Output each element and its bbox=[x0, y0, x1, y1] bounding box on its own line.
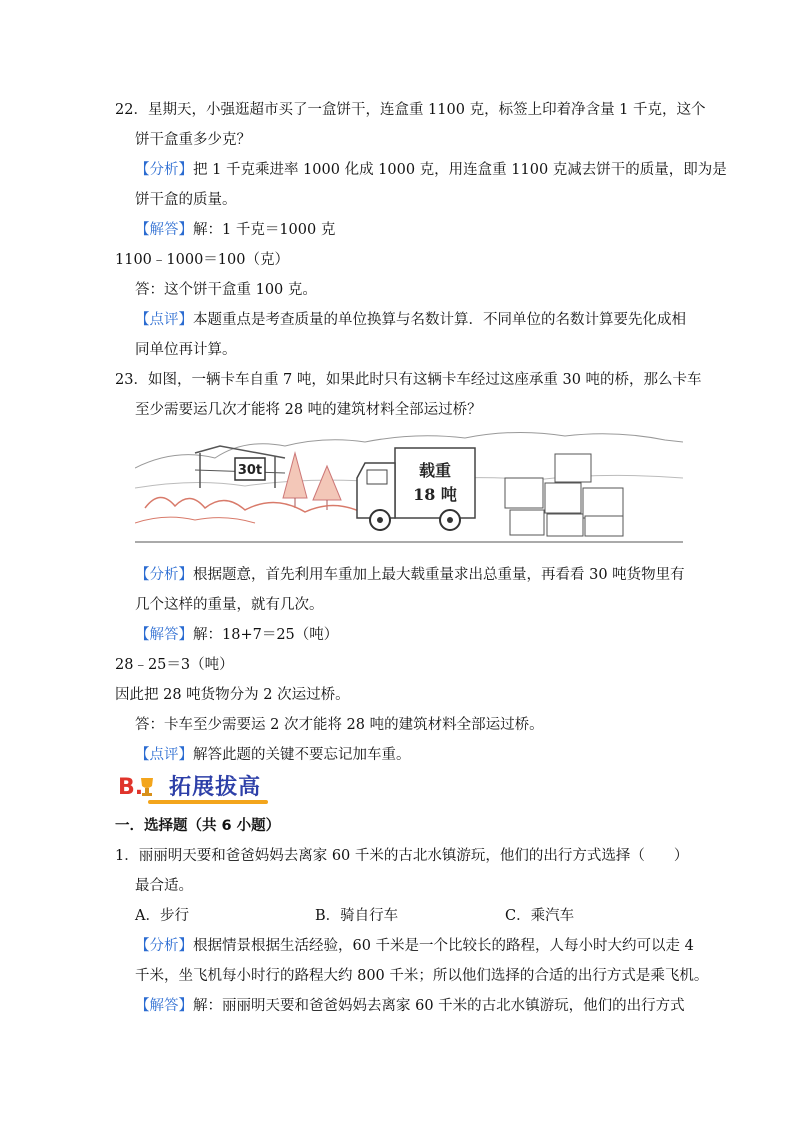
truck-bridge-illustration bbox=[135, 428, 683, 543]
q22-analysis-line2: 饼干盒的质量。 bbox=[135, 192, 237, 208]
sign-label: 30t bbox=[237, 463, 263, 478]
banner-title: 拓展拔高 bbox=[169, 775, 262, 800]
q22-answer-line3: 答：这个饼干盒重 100 克。 bbox=[135, 282, 317, 298]
review-tag: 【点评】 bbox=[135, 747, 193, 763]
answer-tag: 【解答】 bbox=[135, 627, 193, 643]
analysis-text: 把 1 千克乘进率 1000 化成 1000 克，用连盒重 1100 克减去饼干的质量，即为是 bbox=[193, 162, 727, 178]
q23-answer-line1 bbox=[135, 625, 338, 645]
q1-option-a: A．步行 bbox=[135, 908, 189, 924]
analysis-tag: 【分析】 bbox=[135, 938, 193, 954]
truck bbox=[357, 448, 475, 530]
review-text: 本题重点是考查质量的单位换算与名数计算．不同单位的名数计算要先化成相 bbox=[193, 312, 686, 328]
q23-review-line1 bbox=[135, 745, 411, 765]
answer-text: 解：1 千克＝1000 克 bbox=[193, 222, 336, 238]
section-banner bbox=[118, 770, 278, 806]
q22-answer-line1 bbox=[135, 220, 335, 240]
building-material-boxes bbox=[505, 454, 623, 536]
q1-analysis-line2: 千米，坐飞机每小时行的路程大约 800 千米；所以他们选择的合适的出行方式是乘飞机。 bbox=[135, 968, 709, 984]
q1-text-line1: 1．丽丽明天要和爸爸妈妈去离家 60 千米的古北水镇游玩，他们的出行方式选择（ ） bbox=[115, 848, 689, 864]
q23-text-line2: 至少需要运几次才能将 28 吨的建筑材料全部运过桥？ bbox=[135, 402, 482, 418]
truck-label-line1: 载重 bbox=[418, 461, 452, 480]
analysis-tag: 【分析】 bbox=[135, 567, 193, 583]
q1-text-line2: 最合适。 bbox=[135, 878, 193, 894]
q23-text-line1: 23．如图，一辆卡车自重 7 吨，如果此时只有这辆卡车经过这座承重 30 吨的桥，那么卡车 bbox=[115, 372, 702, 388]
answer-text: 解：丽丽明天要和爸爸妈妈去离家 60 千米的古北水镇游玩，他们的出行方式 bbox=[193, 998, 685, 1014]
q1-analysis-line1 bbox=[135, 936, 694, 956]
q22-text-line1: 22．星期天，小强逛超市买了一盒饼干，连盒重 1100 克，标签上印着净含量 1 千克，这个 bbox=[115, 102, 706, 118]
q1-option-c: C．乘汽车 bbox=[505, 908, 575, 924]
q1-option-b: B．骑自行车 bbox=[315, 908, 399, 924]
analysis-tag: 【分析】 bbox=[135, 162, 193, 178]
banner-letter: B. bbox=[118, 775, 144, 800]
review-tag: 【点评】 bbox=[135, 312, 193, 328]
q22-text-line2: 饼干盒重多少克？ bbox=[135, 132, 251, 148]
q23-analysis-line2: 几个这样的重量，就有几次。 bbox=[135, 597, 324, 613]
banner-text bbox=[118, 770, 261, 806]
q1-answer-line1 bbox=[135, 996, 685, 1016]
answer-text: 解：18+7＝25（吨） bbox=[193, 627, 339, 643]
section-title: 一．选择题（共 6 小题） bbox=[115, 818, 281, 834]
q22-answer-line2: 1100﹣1000＝100（克） bbox=[115, 252, 289, 268]
analysis-text: 根据题意，首先利用车重加上最大载重量求出总重量，再看看 30 吨货物里有 bbox=[193, 567, 685, 583]
analysis-text: 根据情景根据生活经验，60 千米是一个比较长的路程，人每小时大约可以走 4 bbox=[193, 938, 694, 954]
weight-limit-sign bbox=[235, 458, 265, 480]
q23-answer-line2: 28﹣25＝3（吨） bbox=[115, 657, 234, 673]
truck-label-line2: 18 吨 bbox=[413, 485, 457, 504]
trees bbox=[283, 453, 341, 510]
q23-answer-line3: 因此把 28 吨货物分为 2 次运过桥。 bbox=[115, 687, 350, 703]
answer-tag: 【解答】 bbox=[135, 998, 193, 1014]
review-text: 解答此题的关键不要忘记加车重。 bbox=[193, 747, 411, 763]
q22-review-line1 bbox=[135, 310, 686, 330]
q22-analysis-line1 bbox=[135, 160, 727, 180]
answer-tag: 【解答】 bbox=[135, 222, 193, 238]
q23-analysis-line1 bbox=[135, 565, 685, 585]
q23-answer-line4: 答：卡车至少需要运 2 次才能将 28 吨的建筑材料全部运过桥。 bbox=[135, 717, 544, 733]
q22-review-line2: 同单位再计算。 bbox=[135, 342, 237, 358]
